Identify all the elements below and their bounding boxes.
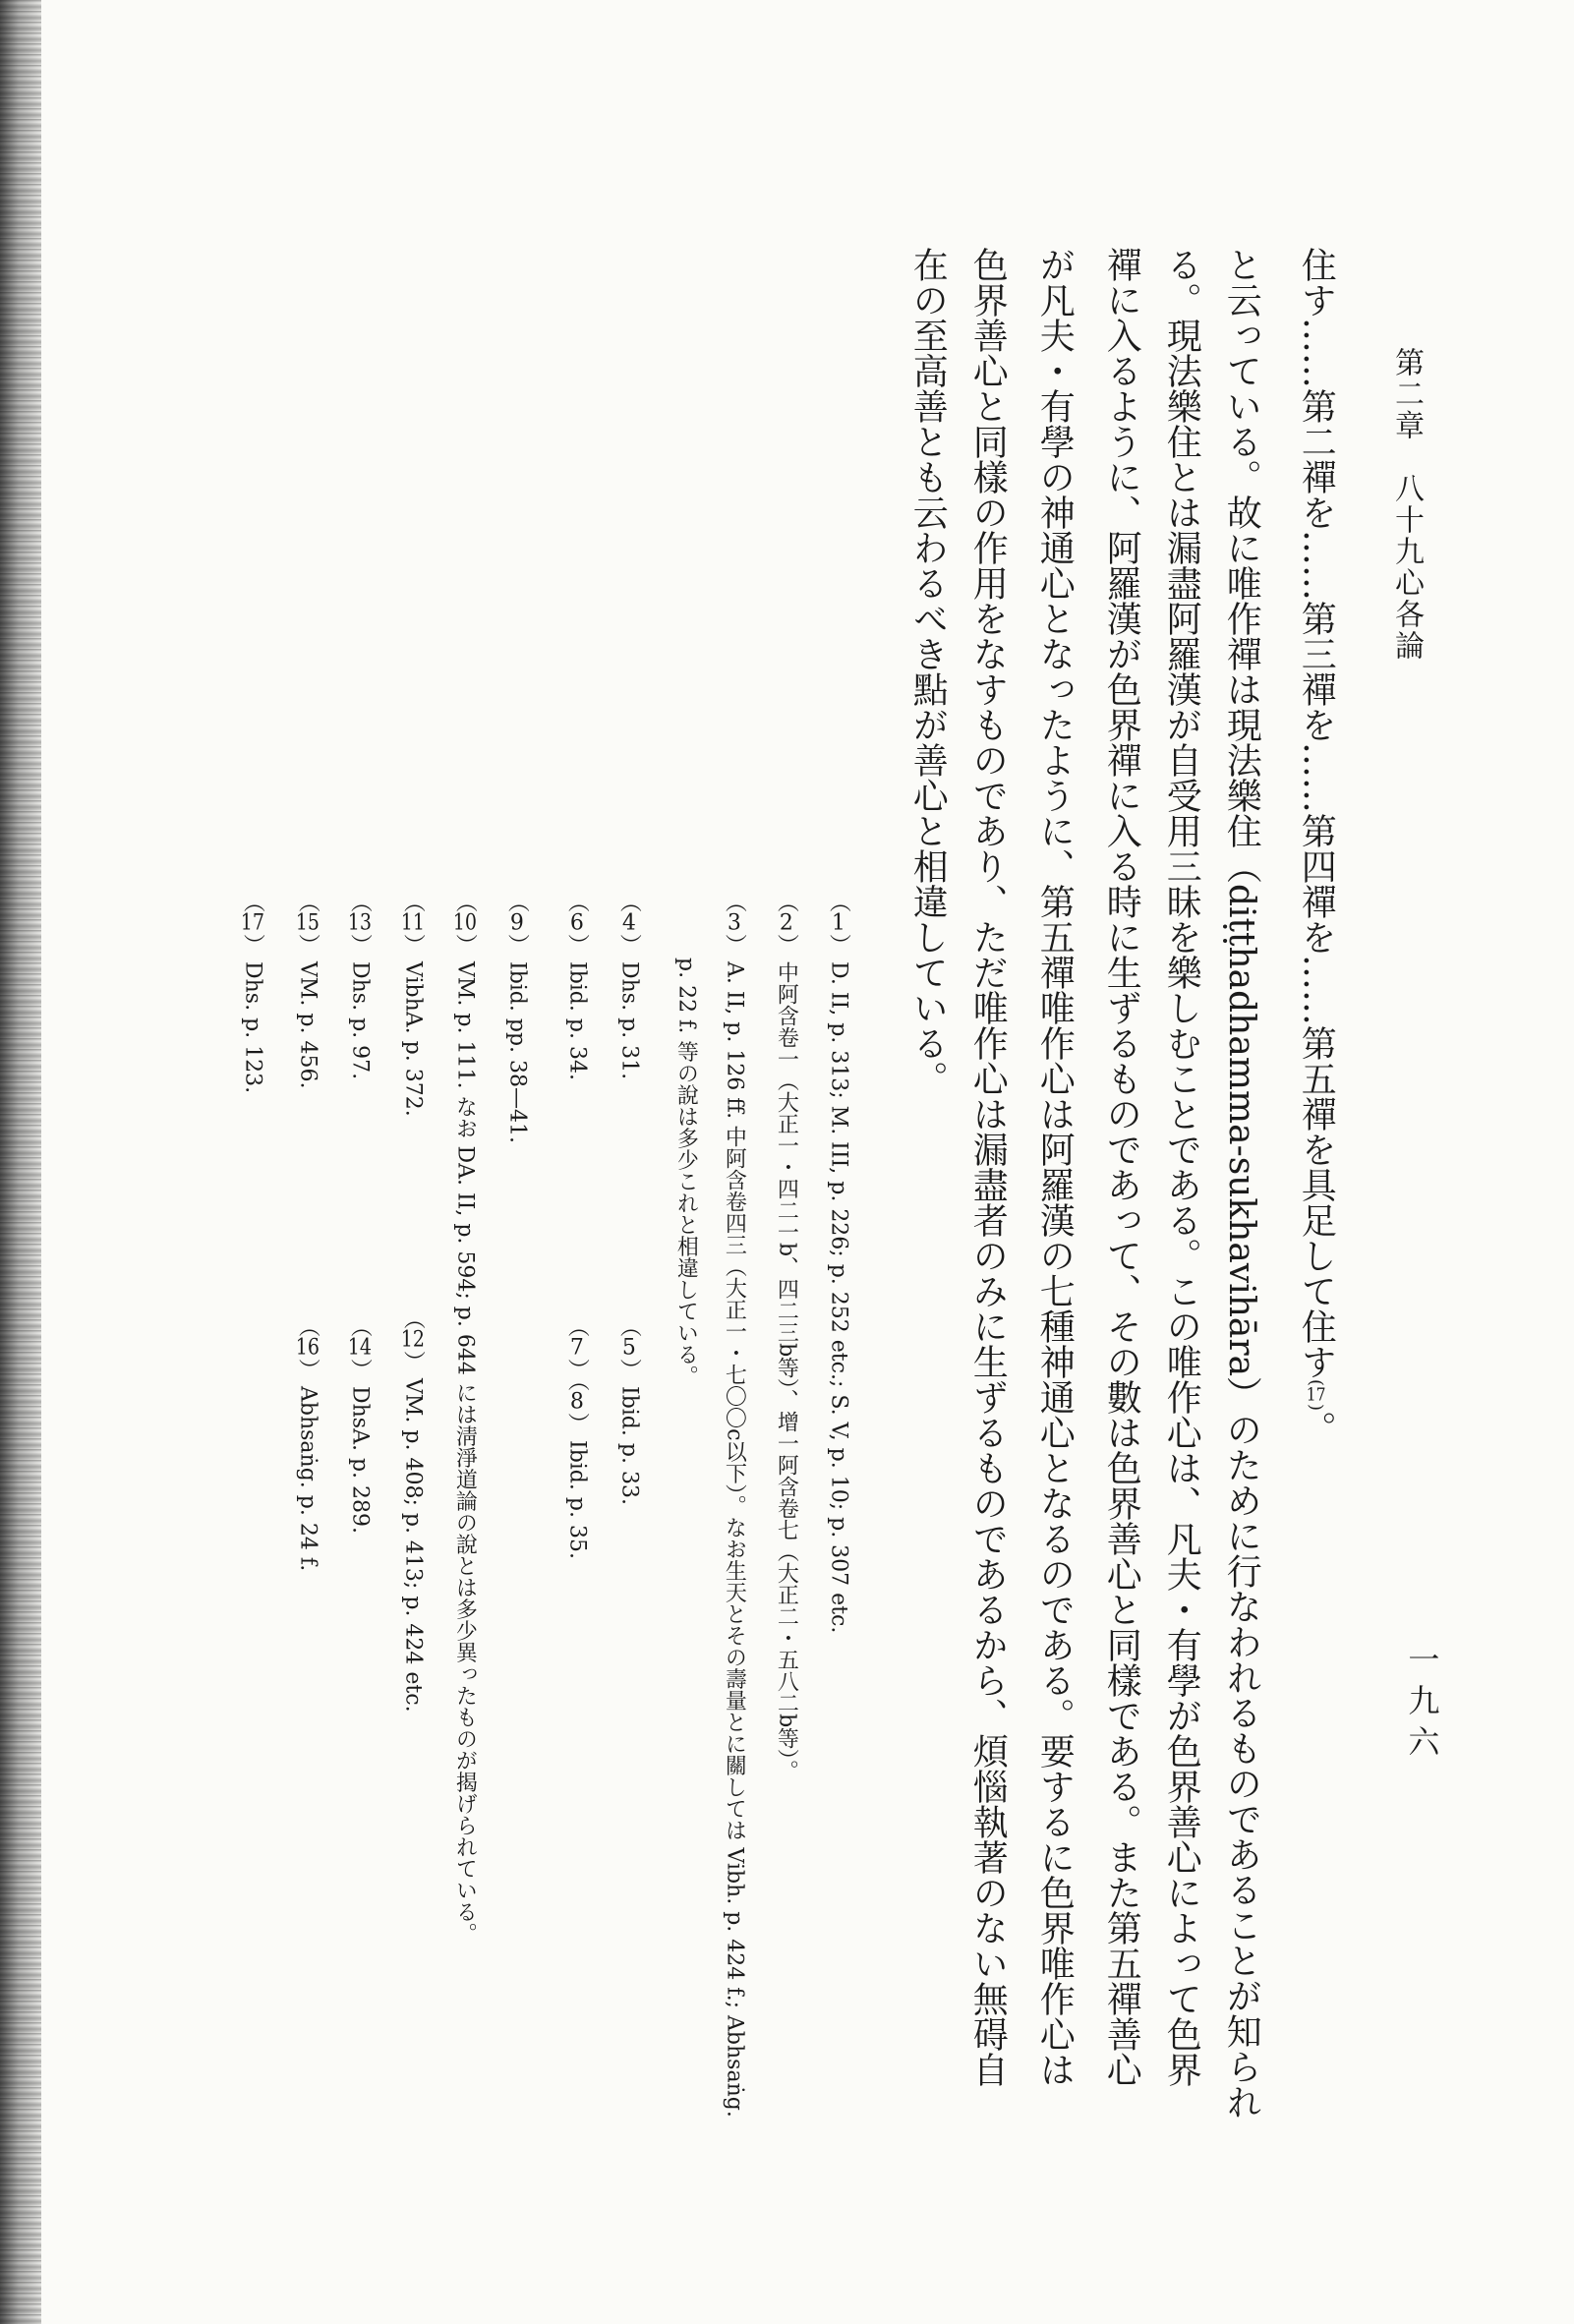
body-line-6: 色界善心と同樣の作用をなすものであり、ただ唯作心は漏盡者のみに生ずるものであるから、煩惱執著のない無碍自 <box>967 247 1009 2087</box>
footnote-5 <box>615 1315 641 1505</box>
footnote-text: VM. p. 408; p. 413; p. 424 etc. <box>400 1378 426 1713</box>
scan-edge-shadow <box>0 0 41 2324</box>
footnote-1 <box>825 891 850 1633</box>
body-line-7: 在の至高善とも云わるべき點が善心と相違している。 <box>907 247 949 1096</box>
footnote-text: Dhs. p. 31. <box>616 961 642 1080</box>
footnote-text: Ibid. p. 34. <box>564 961 590 1080</box>
body-line-end: 。 <box>1296 1411 1337 1447</box>
footnote-number: （10） <box>452 891 478 956</box>
footnote-text: Dhs. p. 123. <box>240 961 265 1094</box>
body-line-2: と云っている。故に唯作禪は現法樂住（diṭṭhadhamma-sukhavihāra）のために行なわれるものであることが知られ <box>1221 247 1262 2121</box>
footnote-number: （11） <box>400 891 426 956</box>
footnote-text: Ibid. pp. 38—41. <box>504 961 530 1144</box>
footnote-number: （4） <box>616 891 642 956</box>
footnote-number: （13） <box>347 891 373 956</box>
body-line-5: が凡夫・有學の神通心となったように、第五禪唯作心は阿羅漢の七種神通心となるのである。要するに色界唯作心は <box>1034 247 1076 2087</box>
footnote-number: （6） <box>564 891 590 956</box>
footnote-3-continuation: p. 22 f. 等の說は多少これと相違している。 <box>673 958 699 1387</box>
footnote-14 <box>346 1315 372 1534</box>
footnote-6 <box>563 891 589 1080</box>
body-line-1 <box>1295 247 1337 1446</box>
footnote-number: （5） <box>616 1315 642 1380</box>
footnote-4 <box>615 891 641 1079</box>
footnote-number: （17） <box>240 891 265 956</box>
footnote-number: （7）（8） <box>564 1315 590 1434</box>
footnote-number: （14） <box>347 1315 373 1380</box>
footnote-number: （3） <box>722 891 747 956</box>
footnote-9 <box>503 891 529 1143</box>
body-line-4: 禪に入るように、阿羅漢が色界禪に入る時に生ずるものであって、その數は色界善心と同樣である。また第五禪善心 <box>1101 247 1142 2087</box>
footnote-text: Ibid. p. 33. <box>616 1386 642 1505</box>
footnote-text: D. II, p. 313; M. III, p. 226; p. 252 etc.; S. V, p. 10; p. 307 etc. <box>826 961 851 1634</box>
running-head: 第二章 八十九心各論 <box>1389 347 1424 662</box>
footnote-number: （2） <box>774 891 799 956</box>
footnote-number: （15） <box>295 891 321 956</box>
footnote-number: （12） <box>400 1307 426 1372</box>
footnote-text: Abhsaṅg. p. 24 f. <box>295 1386 321 1572</box>
footnote-3 <box>721 891 746 2118</box>
footnote-10 <box>451 891 477 1945</box>
footnote-text: VM. p. 456. <box>295 961 321 1089</box>
footnote-text: VM. p. 111. なお DA. II, p. 594; p. 644 には淸淨道論の說とは多少異ったものが揭げられている。 <box>452 961 478 1945</box>
footnote-text: DhsA. p. 289. <box>347 1386 373 1535</box>
footnote-7-8 <box>563 1315 589 1559</box>
footnote-number: （9） <box>504 891 530 956</box>
footnote-text: 中阿含卷一（大正一・四二一b、四二三b等）、增一阿含卷七（大正二・五八二b等）。 <box>774 961 799 1782</box>
footnote-17 <box>239 891 264 1093</box>
footnote-text: A. II, p. 126 ff. 中阿含卷四三（大正一・七〇〇c以下）。なお生天とその壽量とに關しては Vibh. p. 424 f.; Abhsaṅg. <box>722 961 747 2118</box>
footnote-15 <box>294 891 320 1088</box>
footnote-text: VibhA. p. 372. <box>400 961 426 1117</box>
footnote-2 <box>773 891 798 1781</box>
footnote-number: （16） <box>295 1315 321 1380</box>
page-number: 一九六 <box>1403 1643 1441 1767</box>
footnote-11 <box>399 891 425 1117</box>
footnote-number: （1） <box>826 891 851 956</box>
footnote-text: Ibid. p. 35. <box>564 1440 590 1559</box>
footnote-13 <box>346 891 372 1079</box>
body-line-text: 住す……第二禪を……第三禪を……第四禪を……第五禪を具足して住す <box>1296 247 1337 1379</box>
footnote-16 <box>294 1315 320 1571</box>
footnote-text: Dhs. p. 97. <box>347 961 373 1080</box>
note-ref-17: (17) <box>1306 1379 1327 1412</box>
footnote-12 <box>399 1307 425 1713</box>
body-line-3: る。現法樂住とは漏盡阿羅漢が自受用三昧を樂しむことである。この唯作心は、凡夫・有學が色界善心によって色界 <box>1161 247 1202 2087</box>
